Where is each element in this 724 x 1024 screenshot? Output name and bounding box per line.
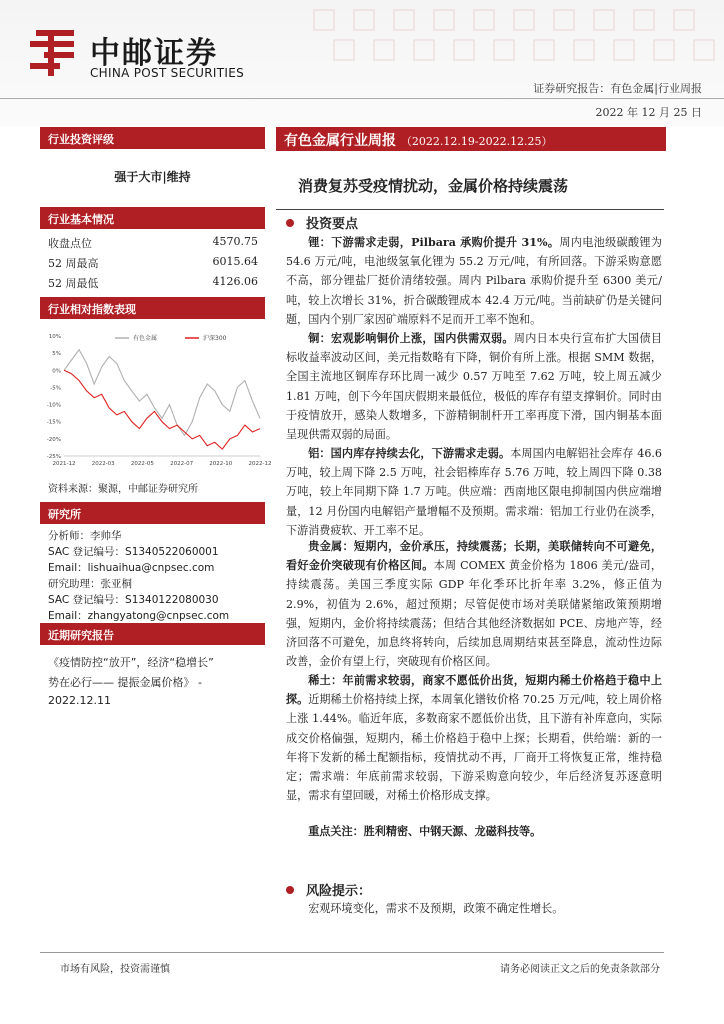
analyst-line: 分析师：李帅华: [48, 530, 122, 542]
legend-label: 有色金属: [133, 335, 158, 342]
para-lead: 锂：下游需求走弱，Pilbara 承购价提升 31%。: [308, 236, 560, 249]
series-line-0: [64, 350, 260, 436]
para-lead: 贵金属：短期内，金价承压，持续震荡；长期，美联储转向不可避免，看好金价突破现有价格区间。: [286, 540, 662, 573]
y-tick-label: -15%: [46, 419, 61, 426]
analyst-line: SAC 登记编号：S1340522060001: [48, 546, 219, 558]
risk-heading: [286, 880, 371, 899]
index-title: 行业相对指数表现: [40, 297, 265, 319]
footer-divider: [40, 952, 664, 953]
x-axis: [53, 461, 272, 467]
basic-info-title: 行业基本情况: [40, 207, 265, 229]
recent-report-link[interactable]: 势在必行—— 提振金属价格》 -: [48, 676, 202, 689]
report-range: （2022.12.19-2022.12.25）: [400, 135, 553, 148]
paragraph-aluminum: [286, 444, 662, 540]
para-body: 周内日本央行宣布扩大国债目标收益率波动区间，美元指数略有下降，铜价有所上涨。根据 SMM 数据，全国主流地区铜库存环比周一减少 0.57 万吨至 7.62 万吨，较上周五减少 1.81 万吨，创下今年国庆假期来最低位，极低的库存有望支撑铜价。同时由于疫情放开，感染人数增多，下游精铜制杆开工率再度下滑，国内铜基本面呈现供需双弱的局面。: [286, 332, 662, 442]
report-title-bar: [276, 127, 666, 151]
basic-row-high: [48, 255, 258, 271]
rating-title: 行业投资评级: [40, 127, 265, 149]
recent-report-link[interactable]: 《疫情防控“放开”，经济“稳增长”: [48, 656, 214, 669]
analyst-email[interactable]: Email：lishuaihua@cnpsec.com: [48, 562, 215, 574]
doc-type: 证券研究报告：有色金属|行业周报: [533, 82, 702, 95]
para-body: 近期稀土价格持续上探，本周氧化镨钕价格 70.25 万元/吨，较上周价格上涨 1.44%。临近年底，多数商家不愿低价出货，且下游有补库意向，实际成交价格偏强，短期内，稀土价格趋于稳中上探；长期看，供给端：新的一年将下发新的稀土配额指标，疫情扰动不再，厂商开工将恢复正常，维持稳定；需求端：年底前需求较弱，下游采购意向较少，年后经济复苏逐意明显，需求有望回暖，对稀土价格形成支撑。: [286, 693, 662, 803]
brand-name-en: CHINA POST SECURITIES: [90, 66, 244, 80]
paragraph-focus: [286, 822, 662, 841]
footer-left: 市场有风险，投资需谨慎: [60, 964, 170, 975]
recent-reports-title: 近期研究报告: [40, 623, 265, 645]
risk-title: 风险提示：: [306, 884, 372, 899]
footer-right: 请务必阅读正文之后的免责条款部分: [500, 964, 660, 975]
rating-value: 强于大市|维持: [114, 170, 191, 184]
para-body: 周内电池级碳酸锂为 54.6 万元/吨，电池级氢氧化锂为 55.2 万元/吨，有所回落。下游采购意愿不高，部分锂盐厂挺价清绪较强。周内 Pilbara 承购价提升至 6300 美元/吨，较上次增长 31%，折合碳酸锂成本 42.4 万元/吨。当前缺矿仍是关键问题，国内个别厂家因矿端原料不足而开工率不饱和。: [286, 236, 662, 326]
paragraph-lithium: [286, 233, 662, 329]
basic-row-low: [48, 275, 258, 291]
key-points-heading: [286, 213, 358, 232]
bullet-icon: [286, 219, 294, 227]
y-tick-label: 0%: [52, 368, 61, 375]
chart-legend: [115, 334, 227, 342]
basic-row-label: 收盘点位: [48, 237, 92, 250]
paragraph-rare-earth: [286, 671, 662, 805]
para-lead: 重点关注：胜利精密、中钢天源、龙磁科技等。: [308, 825, 542, 838]
y-tick-label: 10%: [48, 334, 61, 340]
paragraph-copper: [286, 329, 662, 444]
y-tick-label: -20%: [46, 436, 61, 443]
x-tick-label: 2022-07: [170, 461, 194, 467]
paragraph-precious-metals: [286, 537, 662, 671]
analyst-email[interactable]: Email：zhangyatong@cnpsec.com: [48, 610, 230, 622]
x-tick-label: 2022-10: [209, 461, 233, 467]
research-title: 研究所: [40, 502, 265, 524]
x-tick-label: 2022-12: [248, 461, 272, 467]
y-tick-label: 5%: [52, 351, 61, 358]
x-tick-label: 2022-05: [130, 461, 154, 467]
chart-lines: [64, 350, 260, 449]
basic-row-value: 4126.06: [212, 275, 258, 288]
basic-row-close: [48, 235, 258, 251]
para-lead: 铝：国内库存持续去化，下游需求走弱。: [308, 447, 511, 460]
basic-row-value: 6015.64: [212, 255, 258, 268]
x-tick-label: 2022-03: [91, 461, 115, 467]
chart-source: 资料来源：聚源，中邮证券研究所: [48, 484, 198, 495]
para-lead: 铜：宏观影响铜价上涨，国内供需双弱。: [308, 332, 514, 345]
para-body: 本周国内电解铝社会库存 46.6 万吨，较上周下降 2.5 万吨，社会铝棒库存 5.76 万吨，较上周四下降 0.38 万吨，较上年同期下降 1.7 万吨。供应端：西南地区限电抑制国内供应端增量，12 月份国内电解铝产量增幅不及预期。需求端：铝加工行业仍在淡季，下游消费疲软、开工率不足。: [286, 447, 662, 537]
headline: 消费复苏受疫情扰动，金属价格持续震荡: [298, 177, 569, 195]
recent-report-date: 2022.12.11: [48, 694, 111, 707]
basic-row-label: 52 周最高: [48, 257, 99, 270]
bullet-icon: [286, 886, 294, 894]
x-tick-label: 2021-12: [52, 461, 76, 467]
para-body: 本周 COMEX 黄金价格为 1806 美元/盎司，持续震荡。美国三季度实际 GDP 年化季环比折年率 3.2%，修正值为 2.9%，初值为 2.6%，超过预期；尽管促使市场对美联储紧缩政策预期增强，短期内，金价将持续震荡；但结合其他经济数据如 PCE、房地产等，经济回落不可避免，加息终将转向，后续加息周期结束甚至降息，流动性边际改善，金价有望上行，突破现有价格区间。: [286, 559, 662, 669]
risk-text: 宏观环境变化，需求不及预期，政策不确定性增长。: [308, 902, 564, 915]
basic-row-label: 52 周最低: [48, 277, 99, 290]
para-lead: 稀土：年前需求较弱，商家不愿低价出货，短期内稀土价格趋于稳中上探。: [286, 674, 662, 707]
analyst-line: 研究助理：张亚桐: [48, 578, 132, 590]
index-chart: [40, 326, 272, 471]
key-points-title: 投资要点: [306, 217, 359, 232]
basic-row-value: 4570.75: [212, 235, 258, 248]
logo-icon: [26, 28, 78, 76]
header-divider: [0, 98, 724, 99]
report-title: 有色金属行业周报: [284, 133, 396, 149]
page-header: [0, 0, 724, 126]
y-tick-label: -10%: [46, 402, 61, 409]
headline-divider: [276, 209, 664, 210]
brand-name: 中邮证券: [90, 36, 218, 71]
y-tick-label: -25%: [46, 454, 61, 460]
legend-label: 沪深300: [203, 335, 227, 342]
analyst-line: SAC 登记编号：S1340122080030: [48, 594, 219, 606]
y-tick-label: -5%: [50, 385, 61, 392]
doc-date: 2022 年 12 月 25 日: [595, 106, 702, 119]
